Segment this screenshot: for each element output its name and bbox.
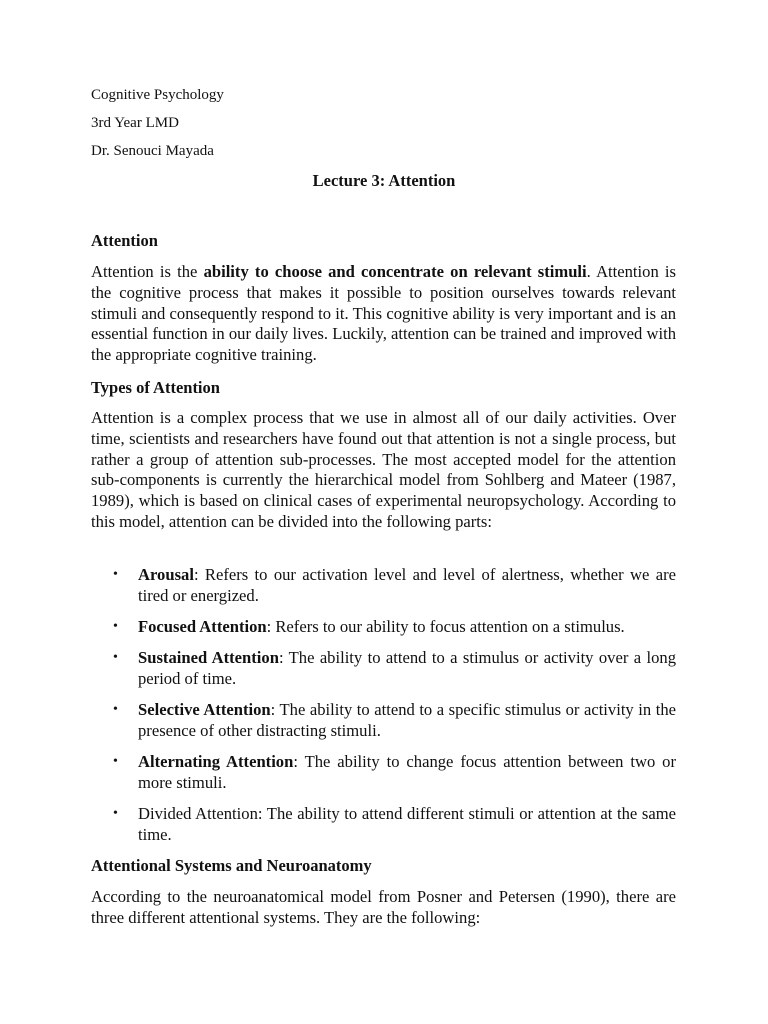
bullet-icon: • bbox=[113, 702, 118, 718]
list-item-term: Focused Attention bbox=[138, 616, 267, 636]
list-item bbox=[91, 752, 676, 794]
list-item-term: Sustained Attention bbox=[138, 648, 279, 668]
heading-attention: Attention bbox=[91, 231, 158, 250]
attention-types-list bbox=[91, 565, 676, 856]
list-item bbox=[91, 700, 676, 742]
bullet-icon: • bbox=[113, 618, 118, 634]
attention-definition-paragraph bbox=[91, 262, 676, 366]
instructor-name: Dr. Senouci Mayada bbox=[91, 143, 214, 159]
bullet-icon: • bbox=[113, 806, 118, 822]
definition-bold: ability to choose and concentrate on relevant stimuli bbox=[203, 262, 587, 281]
list-item bbox=[91, 565, 676, 607]
heading-types-of-attention: Types of Attention bbox=[91, 378, 220, 397]
definition-rest: . Attention is the cognitive process that makes it possible to position ourselves towards relevant stimuli and consequently respond to it. This cognitive ability is very important and is an essential function in our daily lives. Luckily, attention can be trained and improved with the appropriate cognitive training. bbox=[91, 262, 676, 365]
list-item-text: Divided Attention: The ability to attend different stimuli or attention at the same time. bbox=[138, 804, 676, 844]
bullet-icon: • bbox=[113, 567, 118, 582]
heading-attentional-systems: Attentional Systems and Neuroanatomy bbox=[91, 856, 372, 875]
systems-paragraph: According to the neuroanatomical model from Posner and Petersen (1990), there are three different attentional systems. They are the following: bbox=[91, 887, 676, 927]
list-item-text: : Refers to our activation level and level of alertness, whether we are tired or energized. bbox=[138, 565, 676, 605]
course-name: Cognitive Psychology bbox=[91, 87, 224, 103]
list-item-term: Arousal bbox=[138, 565, 194, 584]
bullet-icon: • bbox=[113, 650, 118, 666]
list-item-term: Alternating Attention bbox=[138, 752, 294, 772]
list-item-text: : Refers to our ability to focus attention on a stimulus. bbox=[266, 616, 625, 636]
definition-prefix: Attention is the bbox=[91, 262, 198, 281]
list-item bbox=[91, 804, 676, 846]
list-item-text: : The ability to change focus attention between two or more stimuli. bbox=[138, 752, 677, 792]
list-item-text: : The ability to attend to a specific stimulus or activity in the presence of other distracting stimuli. bbox=[138, 700, 676, 740]
lecture-title: Lecture 3: Attention bbox=[312, 171, 456, 190]
list-item-term: Selective Attention bbox=[138, 700, 271, 720]
list-item bbox=[91, 648, 676, 690]
course-year: 3rd Year LMD bbox=[91, 115, 179, 131]
list-item-text: : The ability to attend to a stimulus or activity over a long period of time. bbox=[138, 648, 676, 688]
types-paragraph: Attention is a complex process that we use in almost all of our daily activities. Over time, scientists and researchers have found out that attention is not a single process, but rather a group of attention sub-processes. The most accepted model for the attention sub-components is currently the hierarchical model from Sohlberg and Mateer (1987, 1989), which is based on clinical cases of experimental neuropsychology. According to this model, attention can be divided into the following parts: bbox=[91, 408, 676, 531]
bullet-icon: • bbox=[113, 754, 118, 770]
list-item bbox=[91, 617, 676, 638]
